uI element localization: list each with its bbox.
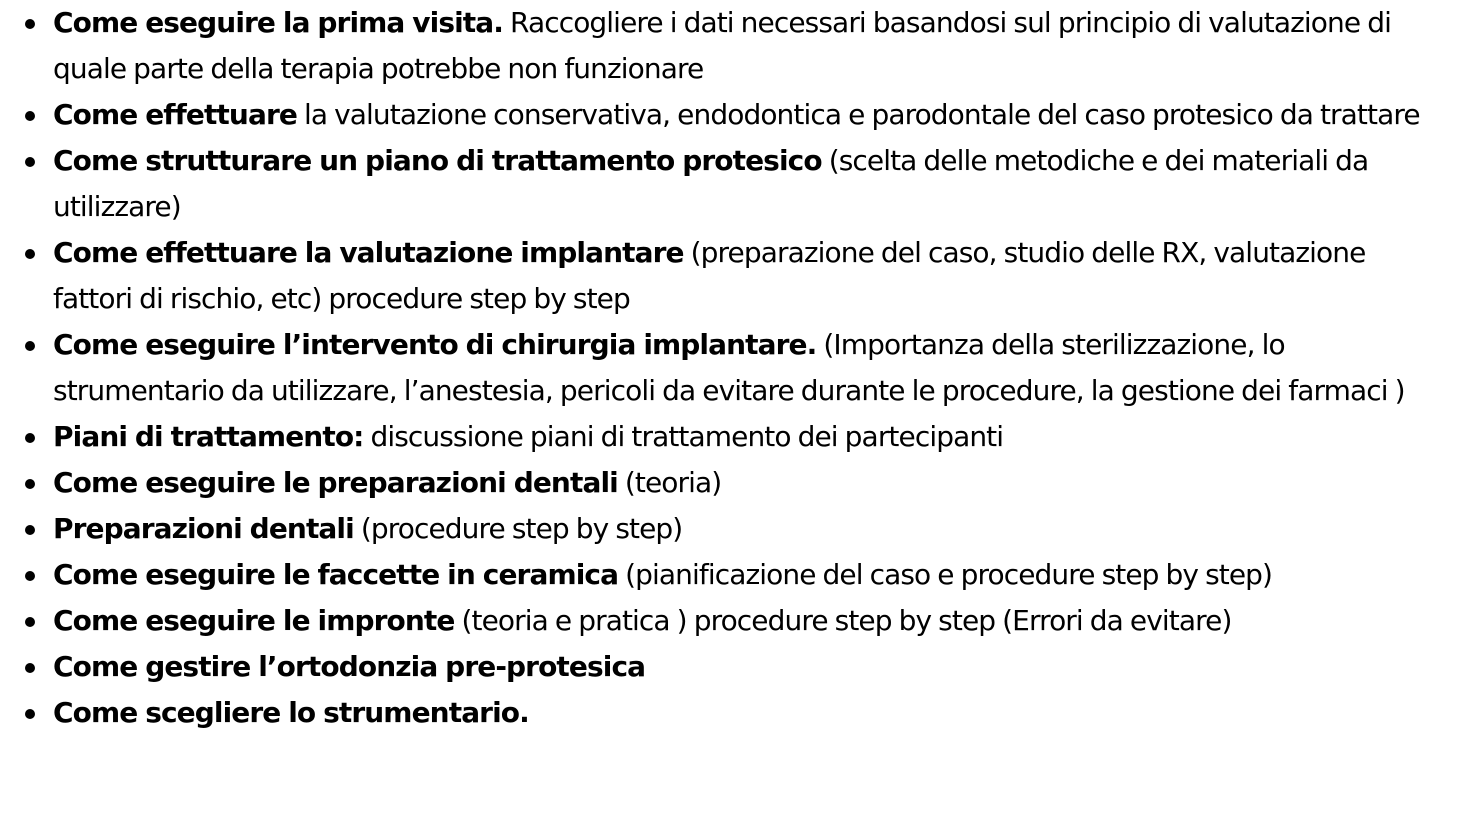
list-item [0,0,1463,92]
bullet-icon [25,571,35,581]
item-heading: Piani di trattamento: [53,420,364,453]
list-item [0,552,1463,598]
item-heading: Come eseguire le preparazioni dentali [53,466,618,499]
item-heading: Come scegliere lo strumentario. [53,696,529,729]
item-description: (teoria) [617,466,722,499]
list-item [0,506,1463,552]
bullet-icon [25,249,35,259]
item-heading: Come eseguire le impronte [53,604,455,637]
item-heading: Come effettuare [53,98,297,131]
item-description: Raccogliere i dati necessari basandosi sul principio di valutazione di quale parte della terapia potrebbe non funzionare [53,6,1391,85]
bullet-icon [25,111,35,121]
item-description: (procedure step by step) [353,512,683,545]
bullet-icon [25,479,35,489]
list-item [0,322,1463,414]
bullet-icon [25,663,35,673]
item-heading: Come eseguire le faccette in ceramica [53,558,619,591]
bullet-icon [25,341,35,351]
bullet-icon [25,157,35,167]
bullet-icon [25,525,35,535]
bullet-icon [25,617,35,627]
list-item [0,230,1463,322]
item-description: (scelta delle metodiche e dei materiali da utilizzare) [53,144,1369,223]
item-heading: Come strutturare un piano di trattamento protesico [53,144,822,177]
list-item [0,138,1463,230]
item-description: (preparazione del caso, studio delle RX, valutazione fattori di rischio, etc) procedure step by step [53,236,1366,315]
item-description: discussione piani di trattamento dei partecipanti [363,420,1004,453]
bullet-icon [25,19,35,29]
item-description: la valutazione conservativa, endodontica e parodontale del caso protesico da trattare [296,98,1420,131]
item-description: (pianificazione del caso e procedure step by step) [618,558,1273,591]
list-item [0,598,1463,644]
list-item [0,644,1463,690]
item-heading: Come eseguire l’intervento di chirurgia implantare. [53,328,817,361]
item-heading: Come effettuare la valutazione implantare [53,236,684,269]
item-heading: Preparazioni dentali [53,512,354,545]
list-item [0,690,1463,736]
bullet-icon [25,709,35,719]
bullet-icon [25,433,35,443]
list-item [0,414,1463,460]
list-item [0,92,1463,138]
item-heading: Come eseguire la prima visita. [53,6,504,39]
list-item [0,460,1463,506]
item-description: (teoria e pratica ) procedure step by step (Errori da evitare) [454,604,1232,637]
item-description: (Importanza della sterilizzazione, lo strumentario da utilizzare, l’anestesia, pericoli da evitare durante le procedure, la gestione dei farmaci ) [53,328,1405,407]
item-heading: Come gestire l’ortodonzia pre-protesica [53,650,646,683]
